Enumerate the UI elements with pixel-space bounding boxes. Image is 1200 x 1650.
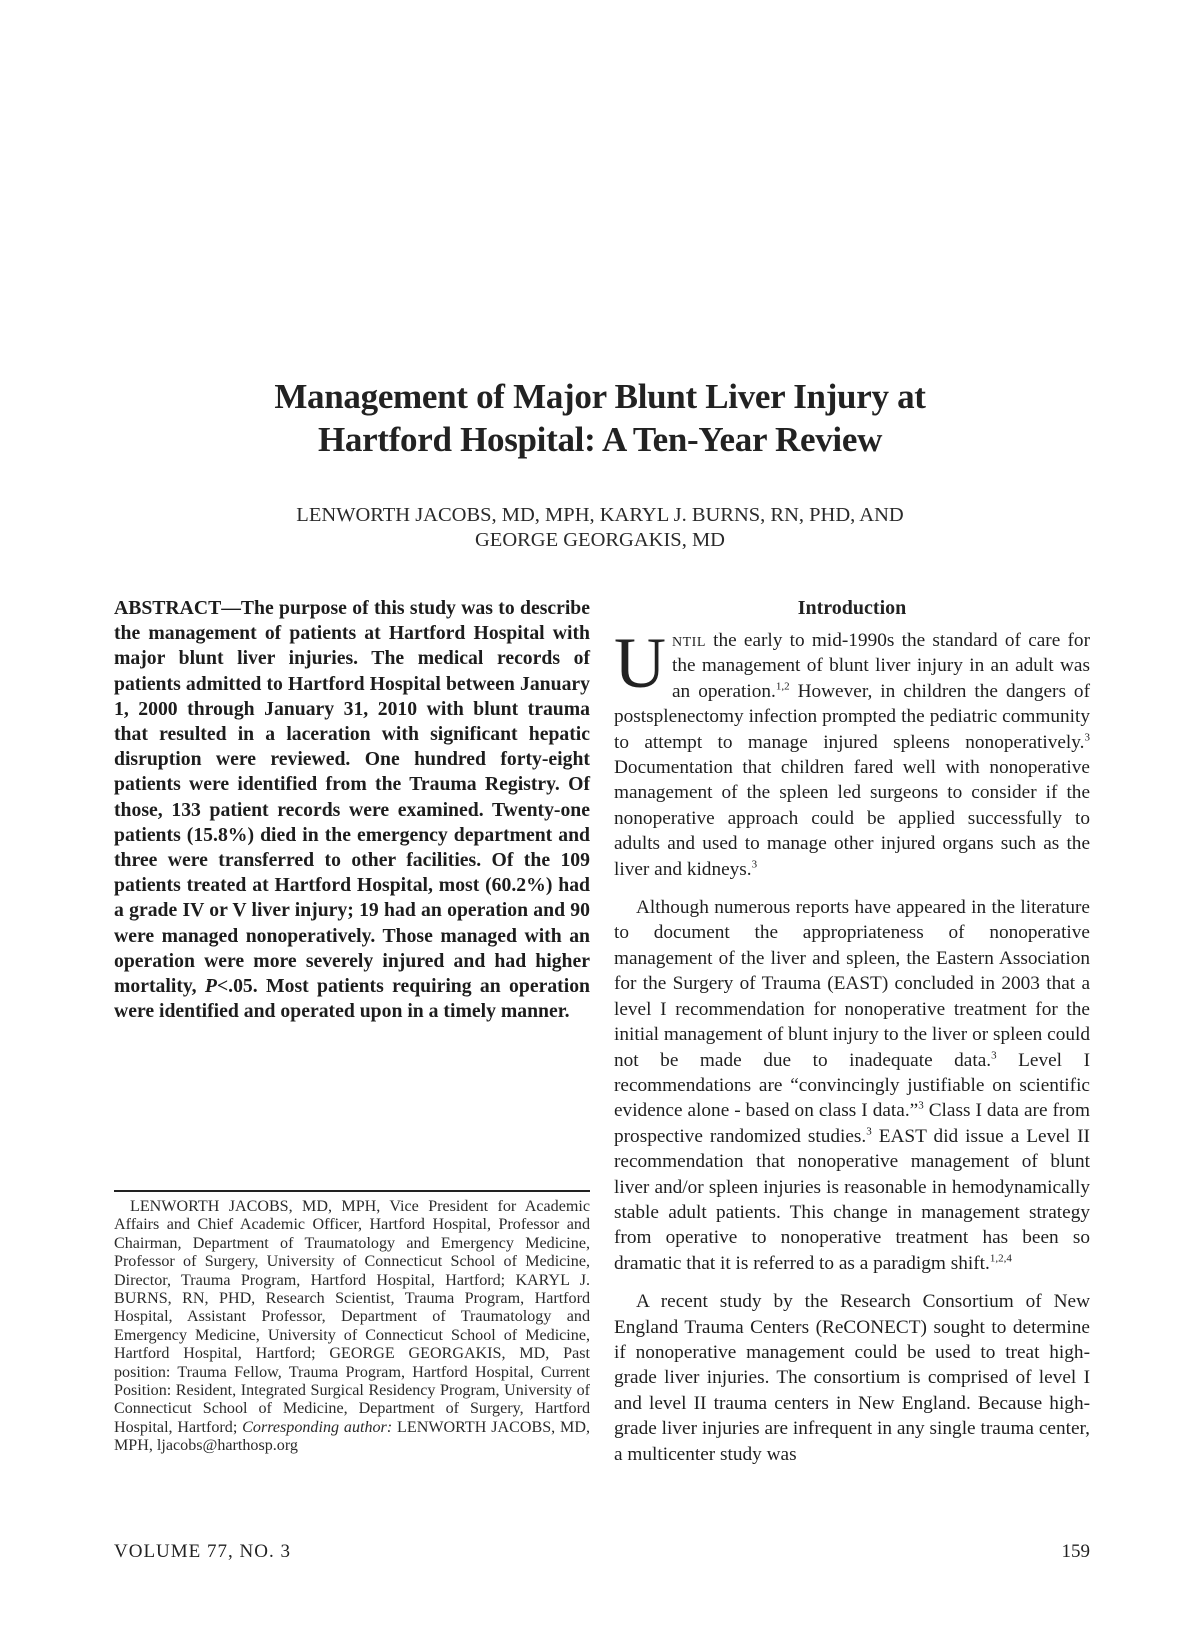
introduction-paragraph-2: [614, 895, 1090, 1276]
page-number: 159: [1061, 1541, 1090, 1562]
citation-superscript: 3: [866, 1125, 872, 1138]
author-list: [0, 503, 1200, 553]
affiliations-text-2: LENWORTH JACOBS, MD, MPH, ljacobs@harthosp.org: [114, 1418, 590, 1455]
citation-superscript: 3: [751, 858, 758, 871]
paragraph-text: A recent study by the Research Consortium of New England Trauma Centers (ReCONECT) sought to determine if nonoperative management could be used to treat high-grade liver injuries. The consortium is comprised of level I and level II trauma centers in New England. Because high-grade liver injuries are infrequent in any single trauma center, a multicenter study was: [614, 1291, 1090, 1465]
right-column: [614, 596, 1090, 1480]
citation-superscript: 3: [991, 1049, 997, 1062]
author-list-line-1: LENWORTH JACOBS, MD, MPH, KARYL J. BURNS, RN, PHD, AND: [296, 504, 904, 526]
article-title-line-1: Management of Major Blunt Liver Injury at: [274, 377, 926, 416]
paragraph-text: Although numerous reports have appeared in the literature to document the appropriateness of nonoperative management of the liver and spleen, the Eastern Association for the Surgery of Trauma (EAST) concluded in 2003 that a level I recommendation for nonoperative treatment for the initial management of blunt injury to the liver or spleen could not be made due to inadequate data.: [614, 897, 1090, 1071]
citation-superscript: 3: [1084, 731, 1090, 744]
introduction-paragraph-3: [614, 1289, 1090, 1467]
corresponding-author-label: Corresponding author:: [242, 1418, 393, 1436]
abstract-body-1: The purpose of this study was to describe the management of patients at Hartford Hospital with major blunt liver injuries. The medical records of patients admitted to Hartford Hospital between January 1, 2000 through January 31, 2010 with blunt trauma that resulted in a laceration with significant hepatic disruption were reviewed. One hundred forty-eight patients were identified from the Trauma Registry. Of those, 133 patient records were examined. Twenty-one patients (15.8%) died in the emergency department and three were transferred to other facilities. Of the 109 patients treated at Hartford Hospital, most (60.2%) had a grade IV or V liver injury; 19 had an operation and 90 were managed nonoperatively. Those managed with an operation were more severely injured and had higher mortality,: [114, 597, 590, 998]
abstract-lead: ABSTRACT—: [114, 597, 241, 619]
citation-superscript: 3: [918, 1099, 924, 1112]
citation-superscript: 1,2,4: [989, 1252, 1012, 1265]
article-title-line-2: Hartford Hospital: A Ten-Year Review: [317, 420, 883, 459]
affiliations-text-1: LENWORTH JACOBS, MD, MPH, Vice President for Academic Affairs and Chief Academic Officer, Hartford Hospital, Professor and Chairman, Department of Traumatology and Emergency Medicine, Professor of Surgery, University of Connecticut School of Medicine, Director, Trauma Program, Hartford Hospital, Hartford; KARYL J. BURNS, RN, PHD, Research Scientist, Trauma Program, Hartford Hospital, Assistant Professor, Department of Traumatology and Emergency Medicine, University of Connecticut School of Medicine, Hartford Hospital, Hartford; GEORGE GEORGAKIS, MD, Past position: Trauma Fellow, Trauma Program, Hartford Hospital, Current Position: Resident, Integrated Surgical Residency Program, University of Connecticut School of Medicine, Department of Surgery, Hartford Hospital, Hartford;: [114, 1198, 590, 1436]
small-caps-lead: ntil: [672, 630, 706, 651]
citation-superscript: 1,2: [775, 680, 790, 693]
author-list-line-2: GEORGE GEORGAKIS, MD: [475, 529, 725, 551]
affiliation-divider: [114, 1190, 590, 1192]
journal-volume: VOLUME 77, NO. 3: [114, 1541, 291, 1562]
left-column: [114, 596, 590, 1024]
introduction-heading: Introduction: [797, 597, 907, 619]
drop-cap: U: [614, 623, 666, 703]
abstract-p-value-symbol: P: [204, 975, 217, 998]
paragraph-text: However, in children the dangers of postsplenectomy infection prompted the pediatric community to attempt to manage injured spleens nonoperatively.: [614, 680, 1090, 753]
paragraph-text: the early to mid-1990s the standard of care for the management of blunt liver injury in an adult was an operation.: [672, 630, 1090, 702]
abstract-body-2: <.05. Most patients requiring an operation were identified and operated upon in a timely manner.: [114, 975, 590, 1023]
author-affiliations: [114, 1198, 590, 1456]
introduction-paragraph-1: [614, 623, 1090, 882]
paragraph-text: EAST did issue a Level II recommendation that nonoperative management of blunt liver and/or spleen injuries is reasonable in hemodynamically stable adult patients. This change in management strategy from operative to nonoperative treatment has been so dramatic that it is referred to as a paradigm shift.: [614, 1125, 1090, 1274]
article-title: [0, 375, 1200, 461]
paragraph-text: Level I recommendations are “convincingly justifiable on scientific evidence alone - based on class I data.”: [614, 1049, 1090, 1122]
paragraph-text: Class I data are from prospective randomized studies.: [614, 1100, 1090, 1147]
paragraph-text: Documentation that children fared well with nonoperative management of the spleen led surgeons to consider if the nonoperative approach could be applied successfully to adults and used to manage other injured organs such as the liver and kidneys.: [614, 757, 1090, 880]
abstract: [114, 596, 590, 1024]
